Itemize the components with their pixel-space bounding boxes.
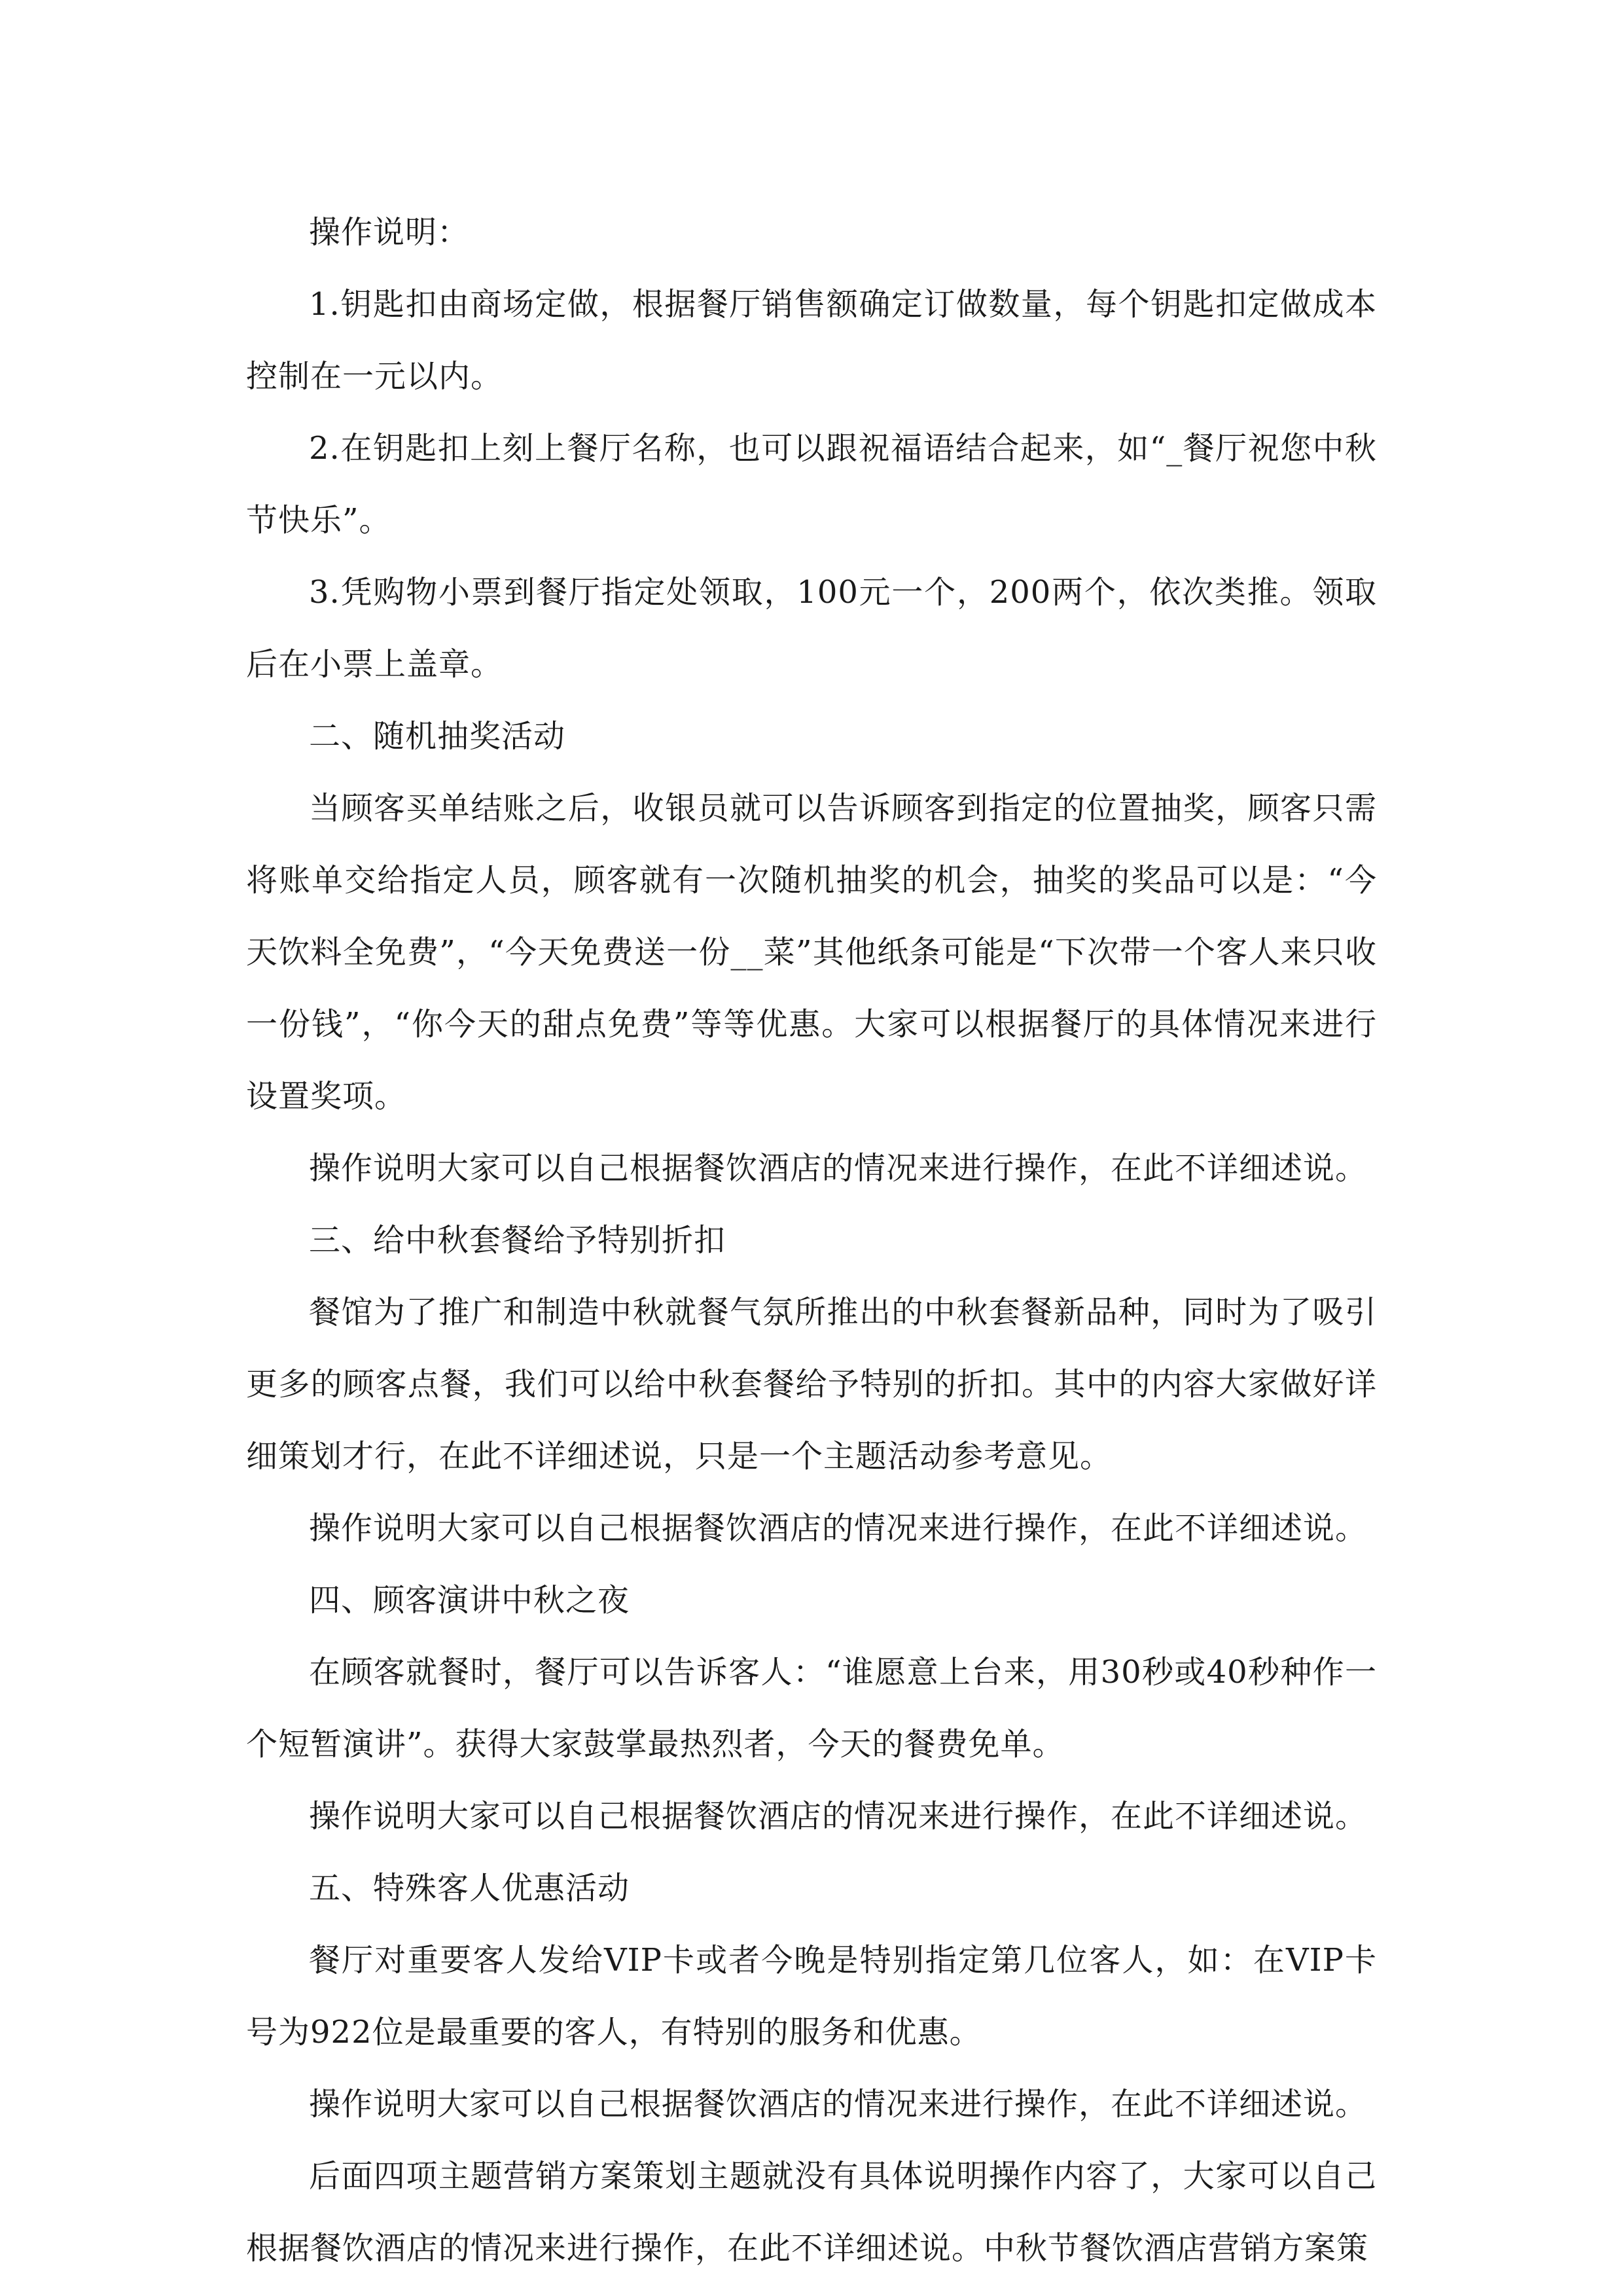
paragraph-speech: 在顾客就餐时，餐厅可以告诉客人：“谁愿意上台来，用30秒或40秒种作一个短暂演讲”。获得大家鼓掌最热烈者，今天的餐费免单。 [246,1654,1377,1763]
section-heading-5: 五、特殊客人优惠活动 [309,1870,630,1907]
section-heading-3: 三、给中秋套餐给予特别折扣 [309,1222,726,1259]
paragraph-item-2: 2.在钥匙扣上刻上餐厅名称，也可以跟祝福语结合起来，如“_餐厅祝您中秋节快乐”。 [246,430,1377,539]
paragraph-operation-heading: 操作说明： [309,214,470,251]
paragraph-operation-note: 操作说明大家可以自己根据餐饮酒店的情况来进行操作，在此不详细述说。 [309,1798,1368,1835]
section-heading-4: 四、顾客演讲中秋之夜 [309,1582,630,1619]
paragraph-operation-note: 操作说明大家可以自己根据餐饮酒店的情况来进行操作，在此不详细述说。 [309,1510,1368,1547]
document-body [246,196,1377,2284]
paragraph-discount: 餐馆为了推广和制造中秋就餐气氛所推出的中秋套餐新品种，同时为了吸引更多的顾客点餐，我们可以给中秋套餐给予特别的折扣。其中的内容大家做好详细策划才行，在此不详细述说，只是一个主题活动参考意见。 [246,1294,1377,1475]
paragraph-item-1: 1.钥匙扣由商场定做，根据餐厅销售额确定订做数量，每个钥匙扣定做成本控制在一元以内。 [246,286,1377,395]
paragraph-lottery: 当顾客买单结账之后，收银员就可以告诉顾客到指定的位置抽奖，顾客只需将账单交给指定人员，顾客就有一次随机抽奖的机会，抽奖的奖品可以是：“今天饮料全免费”，“今天免费送一份__菜”其他纸条可能是“下次带一个客人来只收一份钱”，“你今天的甜点免费”等等优惠。大家可以根据餐厅的具体情况来进行设置奖项。 [246,790,1377,1115]
paragraph-operation-note: 操作说明大家可以自己根据餐饮酒店的情况来进行操作，在此不详细述说。 [309,2086,1368,2123]
section-heading-2: 二、随机抽奖活动 [309,718,566,755]
paragraph-operation-note: 操作说明大家可以自己根据餐饮酒店的情况来进行操作，在此不详细述说。 [309,1150,1368,1187]
paragraph-item-3: 3.凭购物小票到餐厅指定处领取，100元一个，200两个，依次类推。领取后在小票上盖章。 [246,574,1377,683]
paragraph-vip: 餐厅对重要客人发给VIP卡或者今晚是特别指定第几位客人，如：在VIP卡号为922位是最重要的客人，有特别的服务和优惠。 [246,1942,1377,2051]
paragraph-closing: 后面四项主题营销方案策划主题就没有具体说明操作内容了，大家可以自己根据餐饮酒店的情况来进行操作，在此不详细述说。中秋节餐饮酒店营销方案策 [246,2158,1377,2267]
